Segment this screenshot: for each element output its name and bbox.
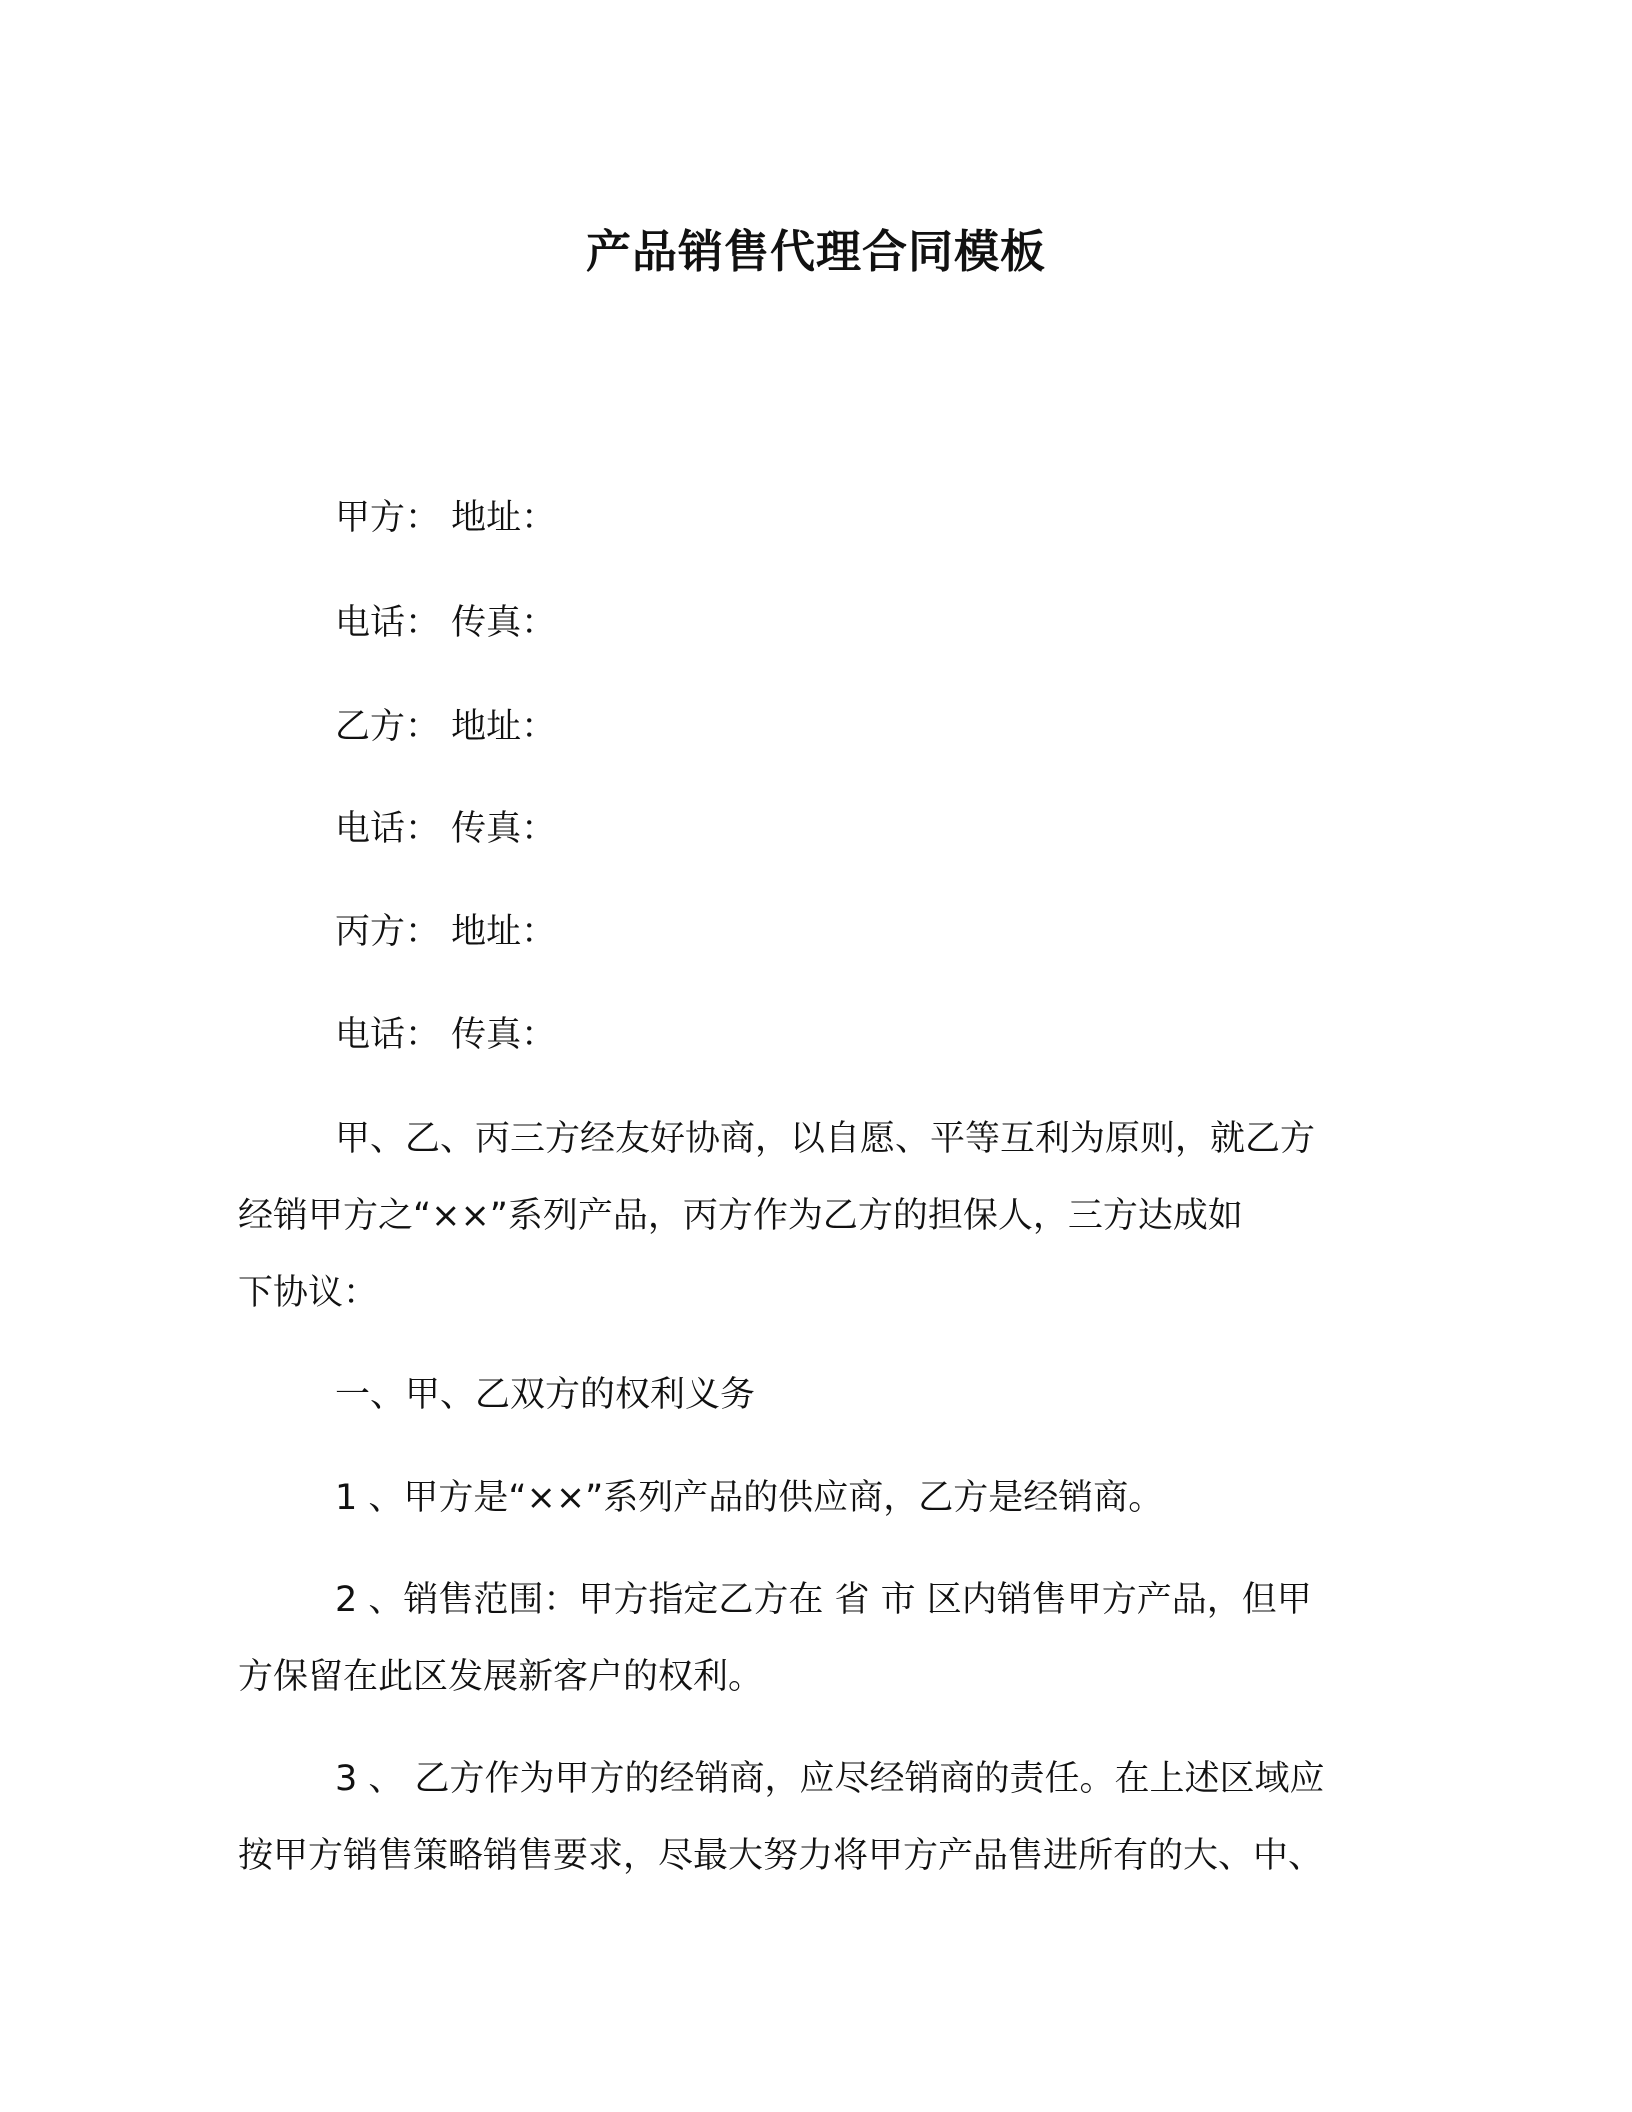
party-c-phone-fax: 电话： 传真： [335,1015,557,1055]
party-b-address: 乙方： 地址： [335,707,557,747]
clause-3 [238,1741,1388,1895]
intro-line: 甲、乙、丙三方经友好协商，以自愿、平等互利为原则，就乙方 [335,1119,1316,1159]
intro-line: 经销甲方之“××”系列产品，丙方作为乙方的担保人，三方达成如 [238,1196,1243,1236]
party-c-address: 丙方： 地址： [335,912,557,952]
party-a-phone-fax: 电话： 传真： [335,603,557,643]
party-b-phone-fax: 电话： 传真： [335,809,557,849]
section-heading: 一、甲、乙双方的权利义务 [335,1375,756,1415]
party-a-address: 甲方： 地址： [335,498,557,538]
clause-line: 3 、 乙方作为甲方的经销商，应尽经销商的责任。在上述区域应 [335,1759,1325,1799]
clause-2 [238,1562,1388,1716]
clause-line: 2 、销售范围：甲方指定乙方在 省 市 区内销售甲方产品，但甲 [335,1580,1312,1620]
document-title: 产品销售代理合同模板 [585,225,1046,278]
intro-paragraph [238,1101,1388,1332]
clause-line: 按甲方销售策略销售要求，尽最大努力将甲方产品售进所有的大、中、 [238,1836,1324,1876]
intro-line: 下协议： [238,1273,379,1313]
clause-line: 方保留在此区发展新客户的权利。 [238,1657,764,1697]
clause-1: 1 、甲方是“××”系列产品的供应商，乙方是经销商。 [335,1478,1164,1518]
